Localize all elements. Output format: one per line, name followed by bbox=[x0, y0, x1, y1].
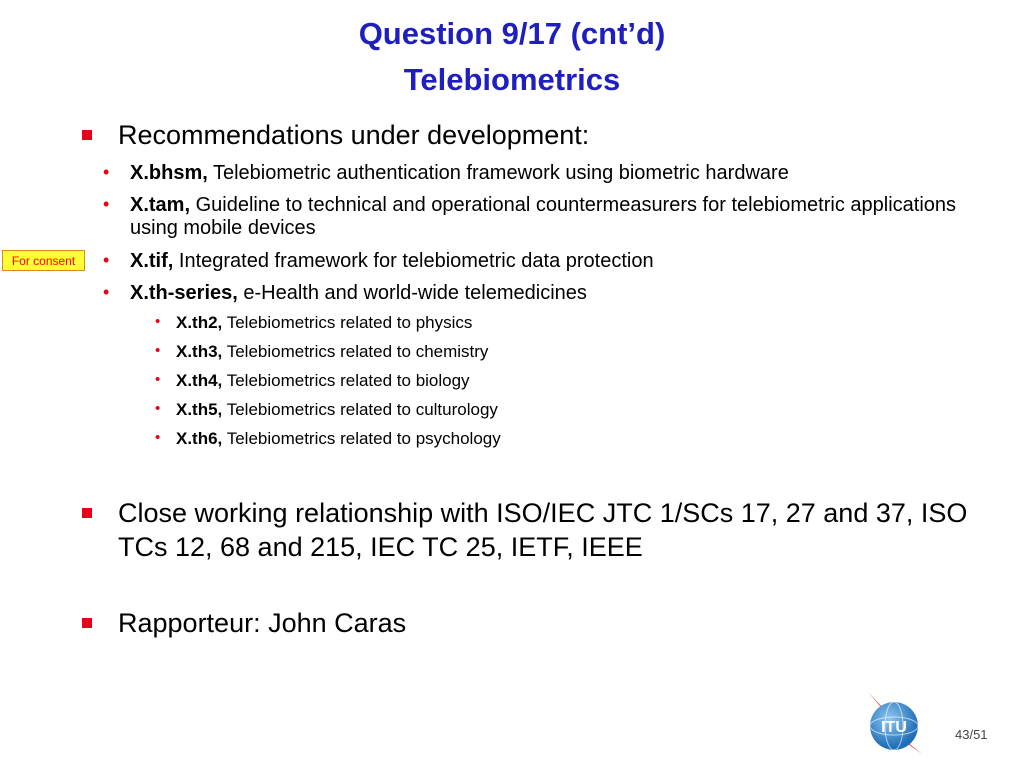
list-item bbox=[130, 194, 1000, 240]
item-desc: Telebiometrics related to chemistry bbox=[222, 342, 489, 361]
item-desc: Telebiometrics related to psychology bbox=[222, 429, 501, 448]
item-desc: e-Health and world-wide telemedicines bbox=[237, 282, 587, 304]
item-code: X.th2, bbox=[176, 313, 223, 332]
item-code: X.tif, bbox=[130, 250, 174, 272]
bullet-icon: • bbox=[103, 162, 110, 182]
list-item bbox=[130, 162, 1000, 185]
sub-list-item bbox=[176, 400, 876, 420]
bullet-relationship: Close working relationship with ISO/IEC JTC 1/SCs 17, 27 and 37, ISO TCs 12, 68 and 215, IEC TC 25, IETF, IEEE bbox=[118, 498, 968, 562]
bullet-icon: • bbox=[103, 250, 110, 270]
item-code: X.th6, bbox=[176, 429, 223, 448]
itu-logo-icon bbox=[860, 688, 930, 758]
sub-list-item bbox=[176, 429, 876, 449]
bullet-icon: • bbox=[155, 313, 161, 330]
item-code: X.th5, bbox=[176, 400, 223, 419]
square-bullet-icon bbox=[82, 508, 92, 518]
list-item bbox=[130, 250, 1000, 273]
sub-list-item bbox=[176, 371, 876, 391]
slide-subtitle: Telebiometrics bbox=[403, 62, 621, 97]
square-bullet-icon bbox=[82, 618, 92, 628]
bullet-icon: • bbox=[103, 194, 110, 214]
item-code: X.th-series, bbox=[130, 282, 238, 304]
item-desc: Telebiometrics related to culturology bbox=[222, 400, 498, 419]
sub-list-item bbox=[176, 342, 876, 362]
item-code: X.tam, bbox=[130, 194, 191, 216]
bullet-icon: • bbox=[155, 371, 161, 388]
list-item bbox=[130, 282, 1000, 305]
square-bullet-icon bbox=[82, 130, 92, 140]
for-consent-badge: For consent bbox=[2, 250, 85, 271]
page-number: 43/51 bbox=[955, 727, 988, 742]
item-desc: Telebiometric authentication framework using biometric hardware bbox=[207, 162, 789, 184]
item-code: X.th3, bbox=[176, 342, 223, 361]
logo-text: ITU bbox=[881, 719, 907, 736]
bullet-icon: • bbox=[155, 429, 161, 446]
slide-title: Question 9/17 (cnt’d) bbox=[358, 16, 666, 51]
item-code: X.th4, bbox=[176, 371, 223, 390]
item-code: X.bhsm, bbox=[130, 162, 208, 184]
sub-list-item bbox=[176, 313, 876, 333]
bullet-icon: • bbox=[103, 282, 110, 302]
bullet-recommendations: Recommendations under development: bbox=[118, 120, 590, 150]
bullet-rapporteur: Rapporteur: John Caras bbox=[118, 608, 407, 638]
item-desc: Guideline to technical and operational countermeasurers for telebiometric applications using mobile devices bbox=[130, 194, 957, 239]
bullet-icon: • bbox=[155, 342, 161, 359]
item-desc: Integrated framework for telebiometric data protection bbox=[173, 250, 654, 272]
item-desc: Telebiometrics related to physics bbox=[222, 313, 473, 332]
bullet-icon: • bbox=[155, 400, 161, 417]
item-desc: Telebiometrics related to biology bbox=[222, 371, 470, 390]
